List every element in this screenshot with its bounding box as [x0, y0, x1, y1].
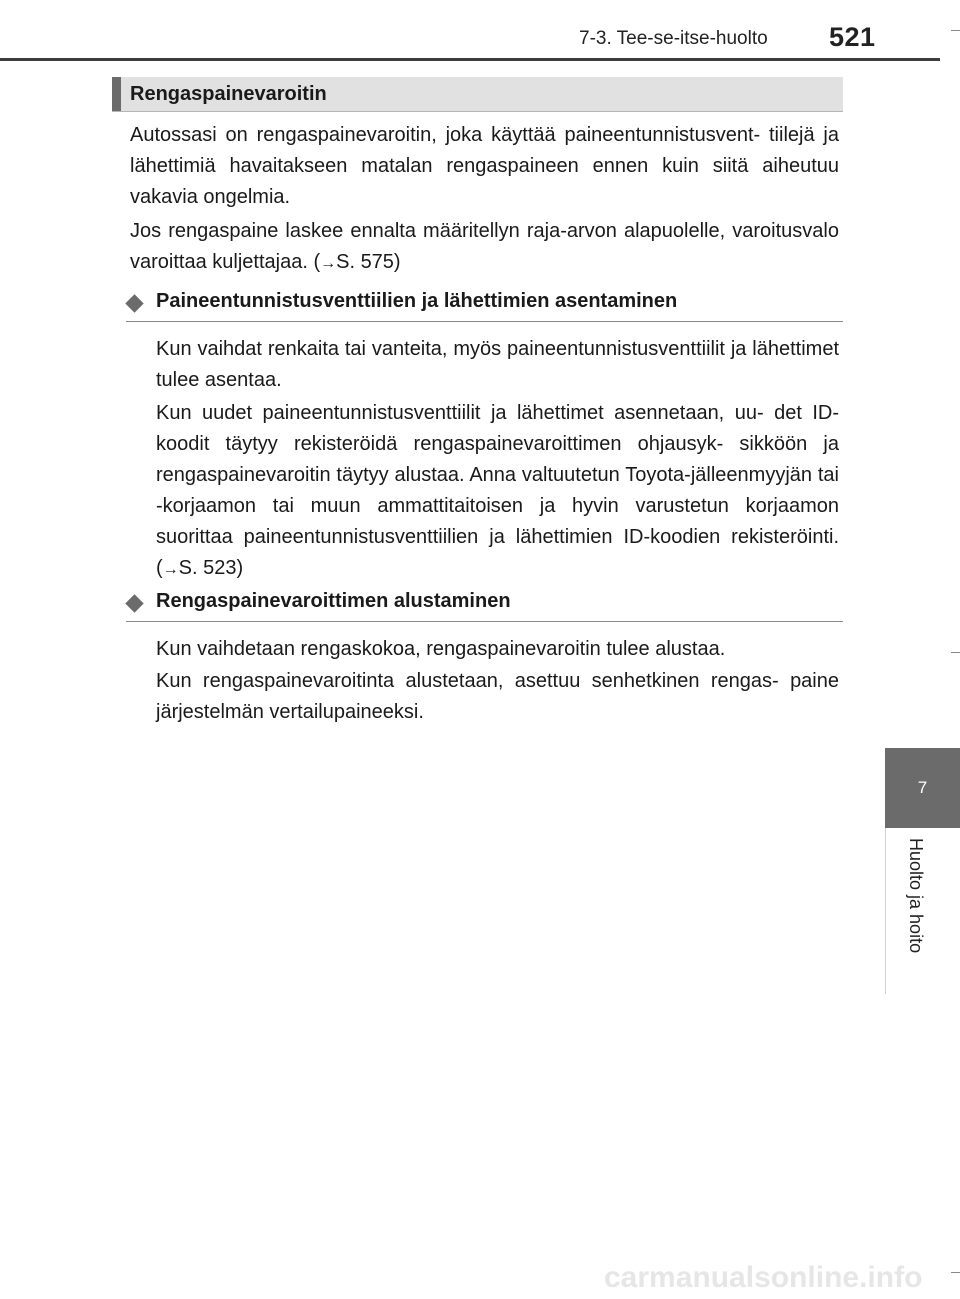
- header-rule: [0, 58, 940, 61]
- subsection-header: [126, 587, 843, 622]
- subsection-title: Rengaspainevaroittimen alustaminen: [156, 590, 511, 612]
- diamond-bullet-icon: [125, 294, 143, 312]
- svg-text:carmanualsonline.info: carmanualsonline.info: [604, 1261, 923, 1294]
- page-reference: S. 523): [178, 557, 244, 579]
- arrow-right-icon: →: [320, 255, 337, 272]
- page-number: 521: [829, 22, 876, 52]
- intro-paragraph-2-text: Jos rengaspaine laskee ennalta määritellyn raja-arvon alapuolelle, varoitusvalo varoittaa kuljettajaa. (: [130, 220, 839, 273]
- header-section-title: 7-3. Tee-se-itse-huolto: [579, 28, 768, 49]
- section-title: Rengaspainevaroitin: [130, 83, 327, 105]
- intro-paragraph-2: [130, 216, 839, 279]
- subsection-paragraph-text: Kun uudet paineentunnistusventtiilit ja lähettimet asennetaan, uu- det ID-koodit täytyy rekisteröidä rengaspainevaroittimen ohjausyk- sikköön ja rengaspainevaroitin täytyy alustaa. Anna valtuutetun Toyota-jälleenmyyjän tai -korjaamon tai muun ammattitaitoisen ja hyvin varustetun korjaamon suorittaa paineentunnistusventtiilien ja lähettimien ID-koodien rekisteröinti. (: [156, 402, 839, 579]
- subsection-paragraph: [156, 398, 839, 585]
- subsection-paragraph: Kun rengaspainevaroitinta alustetaan, asettuu senhetkinen rengas- paine järjestelmän vertailupaineeksi.: [156, 670, 839, 723]
- page-reference: S. 575): [336, 251, 401, 273]
- section-header: [112, 77, 843, 112]
- chapter-tab: 7: [885, 748, 960, 828]
- section-header-bar: [112, 77, 121, 111]
- intro-paragraph-1: Autossasi on rengaspainevaroitin, joka käyttää paineentunnistusvent- tiilejä ja lähettimiä havaitakseen matalan rengaspaineen ennen kuin siitä aiheutuu vakavia ongelmia.: [130, 124, 839, 208]
- subsection-paragraph: Kun vaihdetaan rengaskokoa, rengaspainevaroitin tulee alustaa.: [156, 638, 726, 660]
- subsection-header: [126, 287, 843, 322]
- crop-mark: [951, 652, 960, 653]
- diamond-bullet-icon: [125, 594, 143, 612]
- arrow-right-icon: →: [162, 561, 179, 578]
- chapter-title: Huolto ja hoito: [906, 838, 926, 954]
- crop-mark: [951, 1272, 960, 1273]
- subsection-title: Paineentunnistusventtiilien ja lähettimien asentaminen: [156, 290, 678, 312]
- watermark-logo: [604, 1257, 944, 1295]
- crop-mark: [951, 30, 960, 31]
- subsection-paragraph: Kun vaihdat renkaita tai vanteita, myös paineentunnistusventtiilit ja lähettimet tulee asentaa.: [156, 338, 839, 391]
